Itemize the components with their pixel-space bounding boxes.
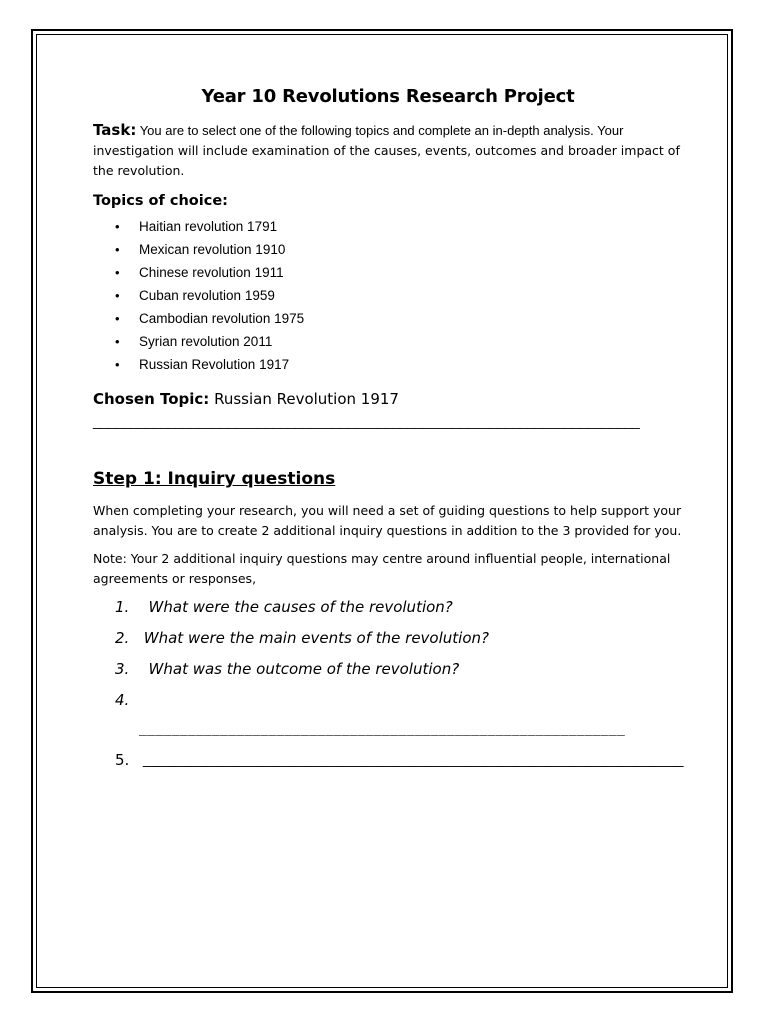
bullet-icon: • (115, 357, 120, 372)
inquiry-question (93, 628, 683, 659)
topic-label: Russian Revolution 1917 (139, 357, 290, 372)
list-item (93, 219, 683, 242)
list-item (93, 311, 683, 334)
list-item (93, 288, 683, 311)
question-number: 4. (115, 691, 130, 709)
question-text: What were the causes of the revolution? (139, 598, 453, 616)
document-title: Year 10 Revolutions Research Project (201, 86, 575, 107)
question-number: 3. (115, 660, 130, 678)
list-item (93, 242, 683, 265)
question-number: 5. (115, 751, 130, 769)
list-item (93, 334, 683, 357)
question-4-blank[interactable]: ____________________________________________________________ (139, 723, 626, 738)
bullet-icon: • (115, 288, 120, 303)
step1-note: Note: Your 2 additional inquiry questions may centre around influential people, international agreements or responses, (93, 551, 671, 586)
topic-label: Haitian revolution 1791 (139, 219, 278, 234)
chosen-topic-underline: _________________________________________________________________________ (93, 413, 640, 429)
question-text: What was the outcome of the revolution? (139, 660, 460, 678)
question-number: 2. (115, 629, 130, 647)
bullet-icon: • (115, 311, 120, 326)
document-body (93, 86, 683, 773)
step1-heading: Step 1: Inquiry questions (93, 469, 336, 489)
topics-heading: Topics of choice: (93, 193, 228, 209)
list-item (93, 357, 683, 380)
inquiry-question (93, 690, 683, 721)
task-paragraph (93, 120, 683, 181)
question-5-blank[interactable]: ____________________________________________________________________ (143, 751, 684, 768)
topic-label: Cambodian revolution 1975 (139, 311, 305, 326)
bullet-icon: • (115, 242, 120, 257)
topics-list (93, 219, 683, 380)
chosen-topic-label: Chosen Topic: (93, 390, 210, 408)
task-text-1: You are to select one of the following topics and complete an in-depth analysis. Your (136, 123, 624, 138)
bullet-icon: • (115, 334, 120, 349)
question-number: 1. (115, 598, 130, 616)
topic-label: Chinese revolution 1911 (139, 265, 284, 280)
task-text-2: investigation will include examination of the causes, events, outcomes and broader impact of the revolution. (93, 143, 680, 178)
bullet-icon: • (115, 265, 120, 280)
bullet-icon: • (115, 219, 120, 234)
task-label: Task: (93, 121, 137, 139)
chosen-topic-value: Russian Revolution 1917 (209, 390, 399, 408)
inquiry-question (93, 659, 683, 690)
topic-label: Mexican revolution 1910 (139, 242, 286, 257)
inquiry-questions-list (93, 597, 683, 721)
question-text: What were the main events of the revolution? (139, 629, 489, 647)
topic-label: Syrian revolution 2011 (139, 334, 273, 349)
inquiry-question (93, 597, 683, 628)
list-item (93, 265, 683, 288)
chosen-topic (93, 389, 683, 409)
topic-label: Cuban revolution 1959 (139, 288, 275, 303)
question-5-blank-row[interactable] (93, 751, 683, 773)
step1-instructions: When completing your research, you will need a set of guiding questions to help support your analysis. You are to create 2 additional inquiry questions in addition to the 3 provided for you. (93, 503, 682, 538)
